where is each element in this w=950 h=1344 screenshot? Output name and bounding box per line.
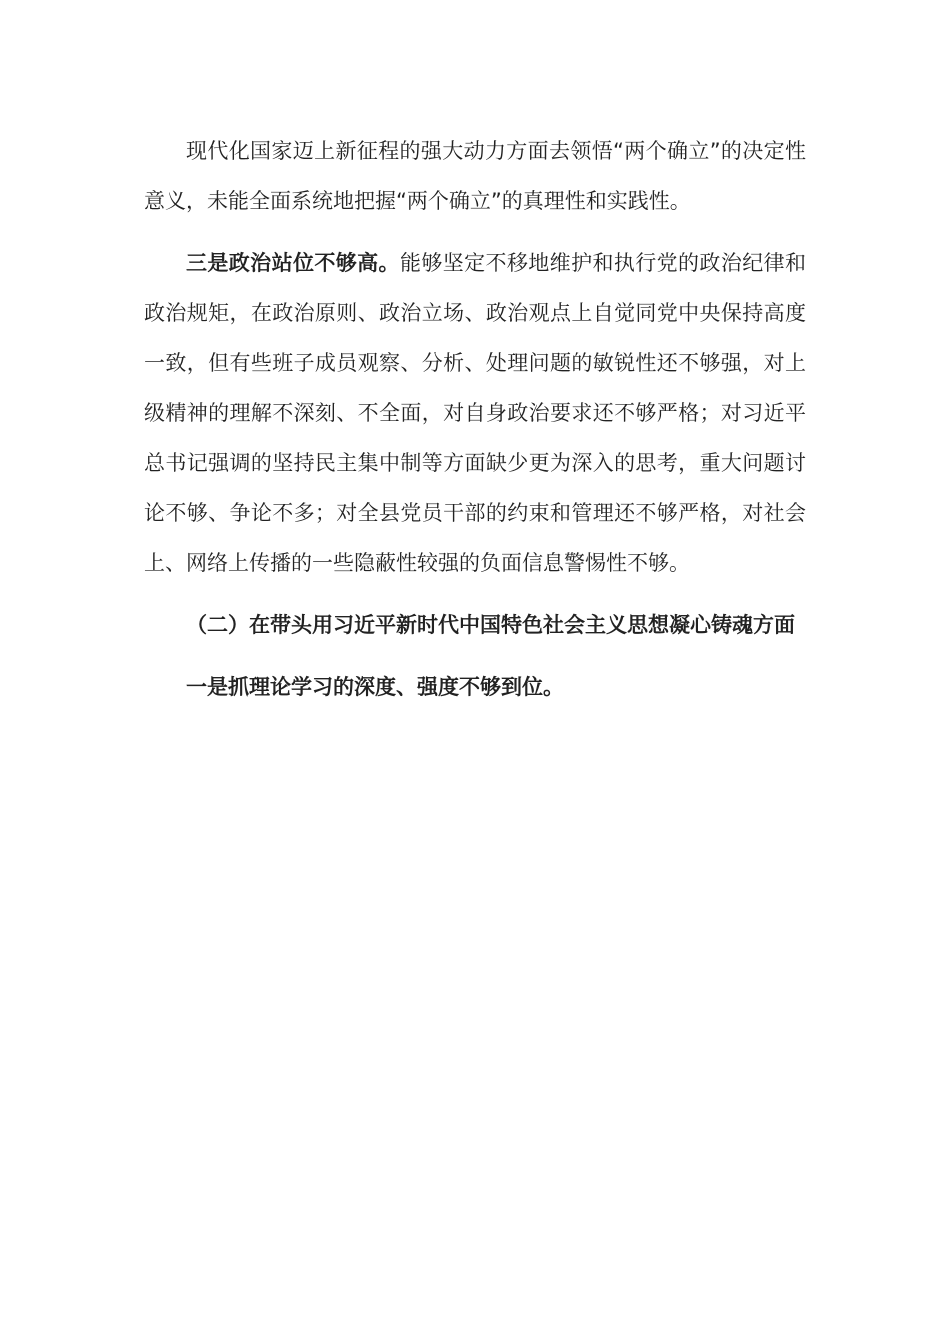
section-heading: （二）在带头用习近平新时代中国特色社会主义思想凝心铸魂方面 xyxy=(186,613,795,637)
paragraph-text: 现代化国家迈上新征程的强大动力方面去领悟“两个确立”的决定性意义，未能全面系统地把握“两个确立”的真理性和实践性。 xyxy=(144,139,806,213)
paragraph-continuation xyxy=(144,126,806,226)
sub-point-heading: 一是抓理论学习的深度、强度不够到位。 xyxy=(186,675,564,699)
paragraph-political-stance xyxy=(144,238,806,588)
paragraph-lead: 三是政治站位不够高。 xyxy=(186,251,400,275)
paragraph-text: 能够坚定不移地维护和执行党的政治纪律和政治规矩，在政治原则、政治立场、政治观点上自觉同党中央保持高度一致，但有些班子成员观察、分析、处理问题的敏锐性还不够强，对上级精神的理解不深刻、不全面，对自身政治要求还不够严格；对习近平总书记强调的坚持民主集中制等方面缺少更为深入的思考，重大问题讨论不够、争论不多；对全县党员干部的约束和管理还不够严格，对社会上、网络上传播的一些隐蔽性较强的负面信息警惕性不够。 xyxy=(144,251,807,575)
document-body xyxy=(144,126,806,712)
